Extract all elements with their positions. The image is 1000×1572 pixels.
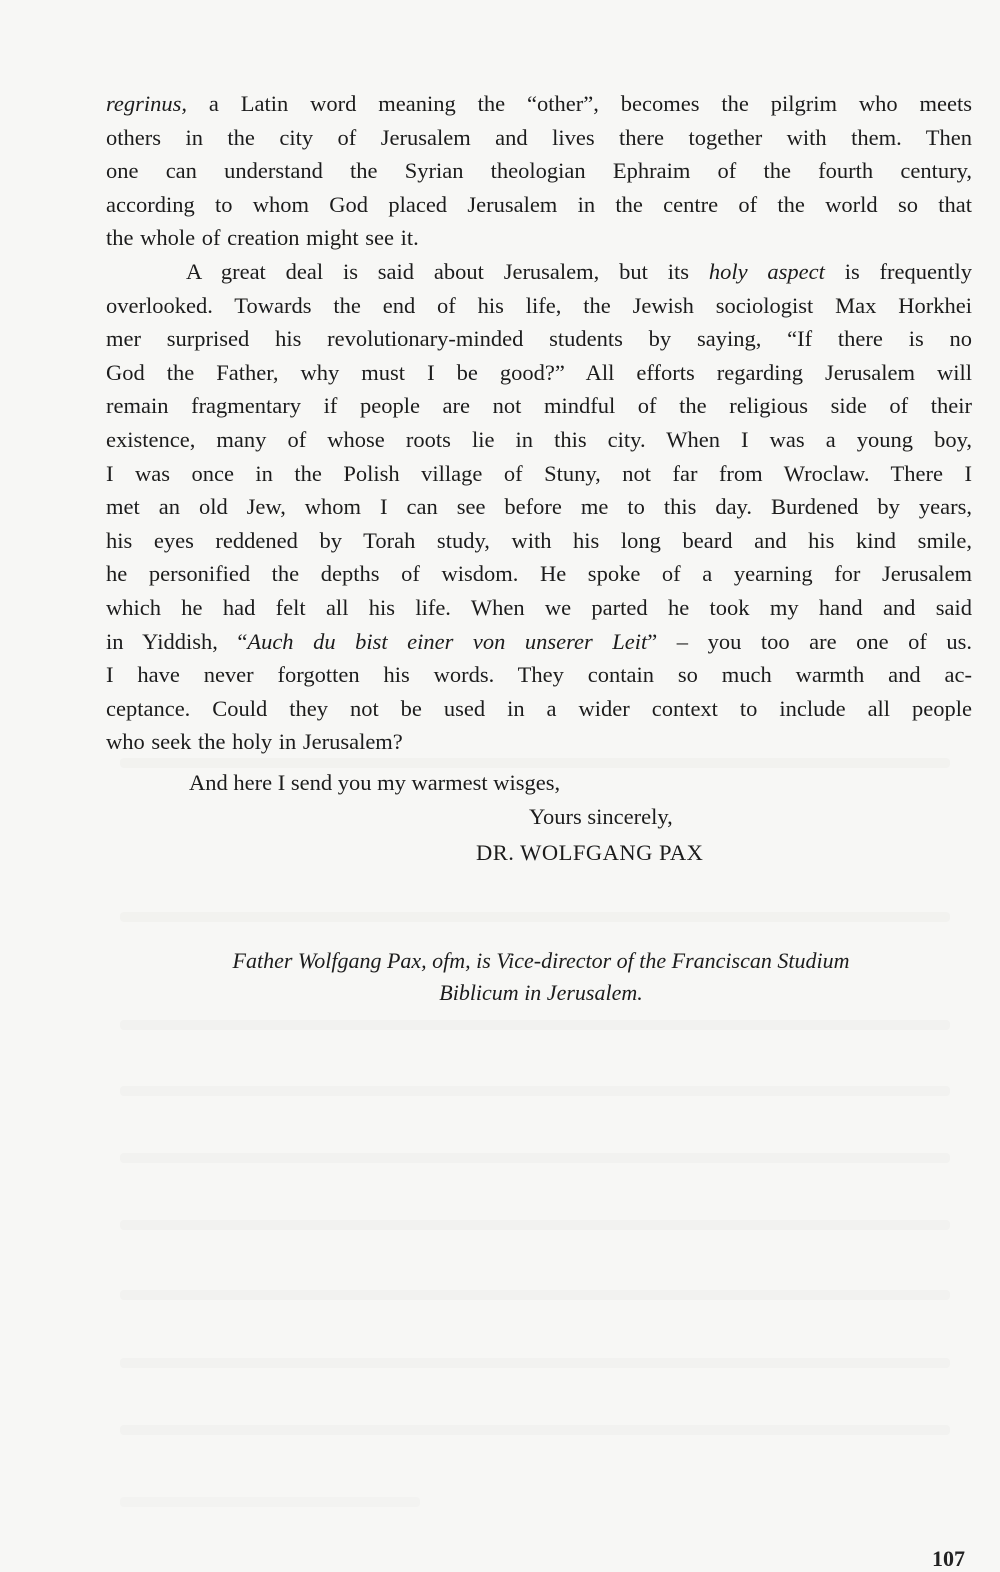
bleed-through xyxy=(120,1020,950,1030)
text-run: in Yiddish, “ xyxy=(106,628,248,654)
text-run: A great deal is said about Jerusalem, but its xyxy=(186,258,709,284)
text-run: his eyes reddened by Torah study, with his long beard and his kind smile, xyxy=(106,527,972,553)
text-line xyxy=(106,255,972,289)
text-run: ” – you too are one of us. xyxy=(647,628,972,654)
text-line xyxy=(106,87,972,121)
text-line xyxy=(106,154,972,188)
text-line xyxy=(106,221,972,255)
letter-body xyxy=(106,87,972,759)
text-run: he personified the depths of wisdom. He spoke of a yearning for Jerusalem xyxy=(106,561,972,587)
text-line xyxy=(106,557,972,591)
italic-text: regrinus, xyxy=(106,91,188,116)
text-line xyxy=(106,188,972,222)
text-line xyxy=(106,692,972,726)
text-run: remain fragmentary if people are not mindful of the religious side of their xyxy=(106,393,972,419)
text-run: one can understand the Syrian theologian Ephraim of the fourth century, xyxy=(106,158,972,184)
bleed-through xyxy=(120,1220,950,1230)
text-run: the whole of creation might see it. xyxy=(106,225,419,251)
text-line xyxy=(106,524,972,558)
text-run: a Latin word meaning the “other”, becomes the pilgrim who meets xyxy=(187,91,972,116)
signature-name: DR. WOLFGANG PAX xyxy=(476,840,704,865)
bleed-through xyxy=(120,1358,950,1368)
paragraph-holy-aspect xyxy=(106,255,972,759)
bleed-through xyxy=(120,912,950,922)
text-line xyxy=(106,322,972,356)
text-run: I have never forgotten his words. They contain so much warmth and ac- xyxy=(106,662,972,688)
bleed-through xyxy=(120,1086,950,1096)
paragraph-pilgrim xyxy=(106,87,972,255)
text-run: met an old Jew, whom I can see before me to this day. Burdened by years, xyxy=(106,494,972,520)
valediction: Yours sincerely, xyxy=(529,804,673,829)
text-line xyxy=(106,423,972,457)
text-run: existence, many of whose roots lie in this city. When I was a young boy, xyxy=(106,426,972,452)
italic-text: holy aspect xyxy=(708,258,825,284)
text-run: who seek the holy in Jerusalem? xyxy=(106,729,403,755)
bleed-through xyxy=(120,758,950,768)
author-note-line: Father Wolfgang Pax, ofm, is Vice-director of the Franciscan Studium xyxy=(232,948,850,973)
italic-text: Auch du bist einer von unserer Leit xyxy=(247,628,648,654)
text-run: others in the city of Jerusalem and lives there together with them. Then xyxy=(106,124,972,150)
text-run: which he had felt all his life. When we parted he took my hand and said xyxy=(106,594,972,620)
text-run: God the Father, why must I be good?” All efforts regarding Jerusalem will xyxy=(106,359,972,385)
author-note xyxy=(106,945,976,1009)
text-run: ceptance. Could they not be used in a wider context to include all people xyxy=(106,695,972,721)
text-line xyxy=(106,591,972,625)
text-run: I was once in the Polish village of Stuny, not far from Wroclaw. There I xyxy=(106,460,972,486)
page-number: 107 xyxy=(932,1546,965,1571)
text-line xyxy=(106,457,972,491)
bleed-through xyxy=(120,1425,950,1435)
bleed-through xyxy=(120,1153,950,1163)
text-line xyxy=(106,490,972,524)
text-run: mer surprised his revolutionary-minded students by saying, “If there is no xyxy=(106,326,972,352)
text-run: overlooked. Towards the end of his life, the Jewish sociologist Max Horkhei xyxy=(106,292,972,318)
text-line xyxy=(106,289,972,323)
text-line xyxy=(106,625,972,659)
text-line xyxy=(106,725,972,759)
bleed-through xyxy=(120,1497,420,1507)
text-line xyxy=(106,121,972,155)
bleed-through xyxy=(120,1290,950,1300)
text-line xyxy=(106,356,972,390)
text-line xyxy=(106,658,972,692)
text-run: is frequently xyxy=(824,258,973,284)
author-note-line: Biblicum in Jerusalem. xyxy=(439,980,643,1005)
text-line xyxy=(106,389,972,423)
text-run: according to whom God placed Jerusalem in the centre of the world so that xyxy=(106,191,972,217)
closing-line: And here I send you my warmest wisges, xyxy=(189,770,561,795)
